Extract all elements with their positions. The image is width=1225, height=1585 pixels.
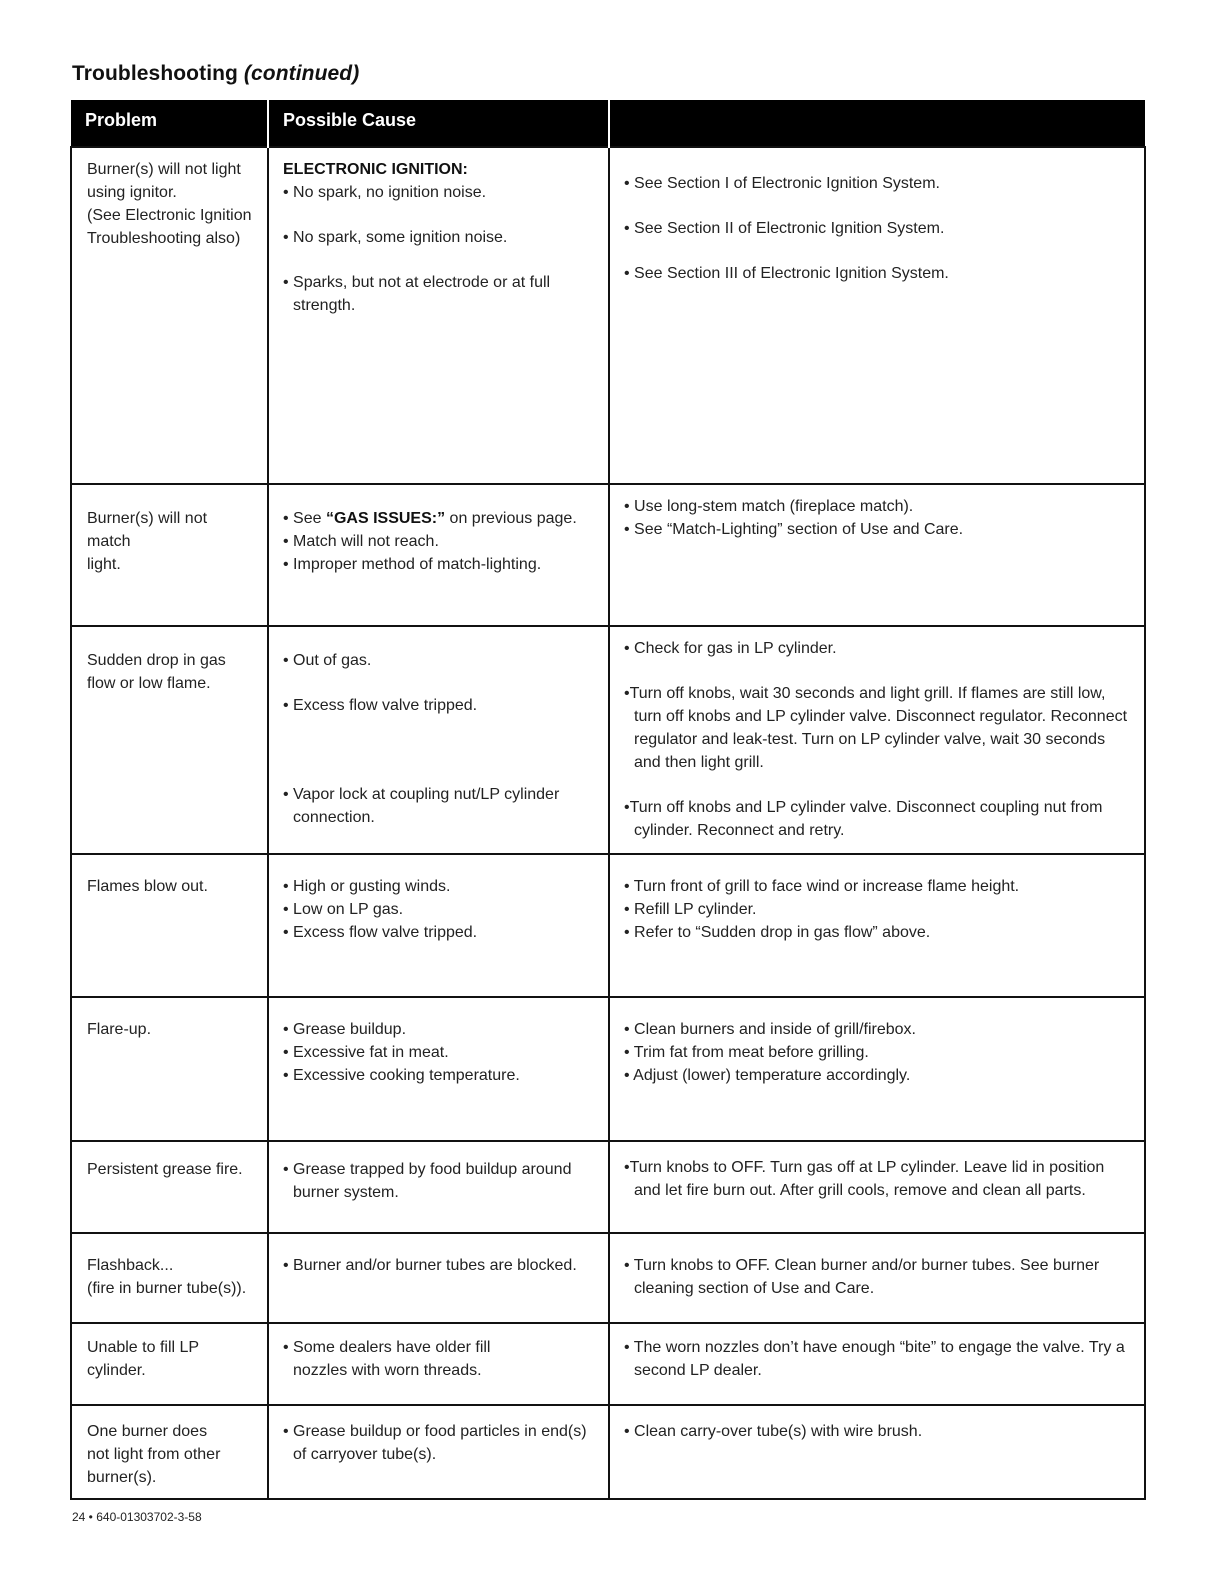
table-row (71, 997, 1145, 1141)
remedy-item: • See Section III of Electronic Ignition System. (624, 265, 949, 282)
problem-cell (71, 854, 268, 997)
cause-cell (268, 854, 609, 997)
cause-item (283, 507, 594, 530)
remedy-item: • Turn knobs to OFF. Clean burner and/or burner tubes. See burner cleaning section of Use and Care. (624, 1257, 1100, 1297)
cause-item: • Low on LP gas. (283, 901, 404, 918)
remedy-item: •Turn knobs to OFF. Turn gas off at LP cylinder. Leave lid in position and let fire burn out. After grill cools, remove and clean all parts. (624, 1159, 1105, 1199)
problem-line: One burner does (87, 1423, 208, 1440)
table-row (71, 1323, 1145, 1405)
cause-item: • Improper method of match-lighting. (283, 556, 542, 573)
remedy-item: • See “Match-Lighting” section of Use and Care. (624, 521, 964, 538)
problem-line: (fire in burner tube(s)). (87, 1280, 247, 1297)
cause-cell (268, 1405, 609, 1499)
cause-item: • Excessive cooking temperature. (283, 1067, 520, 1084)
problem-line: Troubleshooting also) (87, 230, 241, 247)
problem-line: not light from other (87, 1446, 221, 1463)
cause-cell (268, 626, 609, 854)
table-row (71, 1233, 1145, 1323)
remedy-cell (609, 997, 1145, 1141)
problem-line: Burner(s) will not match (87, 510, 208, 550)
problem-line: Flashback... (87, 1257, 174, 1274)
remedy-cell (609, 1141, 1145, 1233)
remedy-item: • Clean burners and inside of grill/firebox. (624, 1021, 916, 1038)
page-footer: 24 • 640-01303702-3-58 (72, 1510, 202, 1524)
problem-line: cylinder. (87, 1362, 146, 1379)
cause-item: • Sparks, but not at electrode or at full strength. (283, 274, 551, 314)
remedy-item: • Check for gas in LP cylinder. (624, 640, 837, 657)
problem-line: Unable to fill LP (87, 1339, 200, 1356)
remedy-cell (609, 1405, 1145, 1499)
page-title (72, 62, 359, 86)
cause-see-suffix: on previous page. (445, 510, 577, 527)
header-possible-cause: Possible Cause (268, 100, 609, 147)
problem-cell (71, 1141, 268, 1233)
problem-cell (71, 1233, 268, 1323)
cause-item: • Grease buildup or food particles in end(s) of carryover tube(s). (283, 1423, 587, 1463)
remedy-item: • Trim fat from meat before grilling. (624, 1044, 869, 1061)
problem-line: burner(s). (87, 1469, 157, 1486)
remedy-cell (609, 854, 1145, 997)
problem-cell (71, 1405, 268, 1499)
cause-cell (268, 1141, 609, 1233)
table-row (71, 484, 1145, 626)
problem-line: Flames blow out. (87, 878, 208, 895)
remedy-item: • See Section II of Electronic Ignition System. (624, 220, 945, 237)
cause-cell (268, 997, 609, 1141)
remedy-cell (609, 1323, 1145, 1405)
troubleshooting-table (70, 100, 1146, 1500)
problem-line: (See Electronic Ignition (87, 207, 252, 224)
cause-item: • Grease trapped by food buildup around burner system. (283, 1161, 572, 1201)
cause-cell (268, 1233, 609, 1323)
header-problem: Problem (71, 100, 268, 147)
remedy-cell (609, 147, 1145, 484)
remedy-item: • Turn front of grill to face wind or increase flame height. (624, 878, 1020, 895)
problem-cell (71, 484, 268, 626)
cause-item: • Excess flow valve tripped. (283, 697, 478, 714)
cause-item: • Burner and/or burner tubes are blocked. (283, 1257, 577, 1274)
problem-cell (71, 1323, 268, 1405)
table-row (71, 1141, 1145, 1233)
cause-cell (268, 484, 609, 626)
remedy-cell (609, 1233, 1145, 1323)
problem-line: Sudden drop in gas (87, 652, 226, 669)
remedy-item: • The worn nozzles don’t have enough “bite” to engage the valve. Try a second LP dealer. (624, 1339, 1125, 1379)
problem-line: flow or low flame. (87, 675, 211, 692)
remedy-cell (609, 626, 1145, 854)
cause-item: • No spark, no ignition noise. (283, 184, 487, 201)
cause-item: • Excessive fat in meat. (283, 1044, 449, 1061)
page-title-continued: (continued) (243, 62, 360, 85)
problem-line: Persistent grease fire. (87, 1161, 243, 1178)
table-row (71, 626, 1145, 854)
cause-item: • High or gusting winds. (283, 878, 451, 895)
remedy-item: • Clean carry-over tube(s) with wire brush. (624, 1423, 923, 1440)
problem-cell (71, 997, 268, 1141)
remedy-cell (609, 484, 1145, 626)
remedy-item: • Refill LP cylinder. (624, 901, 757, 918)
remedy-item: • Adjust (lower) temperature accordingly. (624, 1067, 911, 1084)
problem-cell (71, 147, 268, 484)
cause-item: • Match will not reach. (283, 533, 439, 550)
problem-line: light. (87, 556, 121, 573)
cause-cell (268, 1323, 609, 1405)
cause-cell (268, 147, 609, 484)
table-row (71, 1405, 1145, 1499)
cause-see-prefix: • See (283, 510, 326, 527)
cause-item: • Vapor lock at coupling nut/LP cylinder connection. (283, 786, 560, 826)
remedy-item: •Turn off knobs, wait 30 seconds and light grill. If flames are still low, turn off knobs and LP cylinder valve. Disconnect regulator. Reconnect regulator and leak-test. Turn on LP cylinder valve, wait 30 seconds and then light grill. (624, 685, 1128, 771)
cause-item: • Grease buildup. (283, 1021, 407, 1038)
problem-cell (71, 626, 268, 854)
cause-heading: ELECTRONIC IGNITION: (283, 161, 468, 178)
page-title-text: Troubleshooting (72, 62, 238, 85)
cause-item: • Excess flow valve tripped. (283, 924, 478, 941)
table-header-row (71, 100, 1145, 147)
header-remedy (609, 100, 1145, 147)
cause-item: • Some dealers have older fill nozzles with worn threads. (283, 1339, 491, 1379)
remedy-item: •Turn off knobs and LP cylinder valve. Disconnect coupling nut from cylinder. Reconnect and retry. (624, 799, 1103, 839)
cause-item: • Out of gas. (283, 652, 372, 669)
remedy-item: • See Section I of Electronic Ignition System. (624, 175, 940, 192)
remedy-item: • Refer to “Sudden drop in gas flow” above. (624, 924, 931, 941)
cause-item: • No spark, some ignition noise. (283, 229, 508, 246)
cause-see-bold: “GAS ISSUES:” (325, 510, 446, 527)
table-row (71, 147, 1145, 484)
table-row (71, 854, 1145, 997)
problem-line: using ignitor. (87, 184, 177, 201)
remedy-item: • Use long-stem match (fireplace match). (624, 498, 914, 515)
problem-line: Flare-up. (87, 1021, 152, 1038)
problem-line: Burner(s) will not light (87, 161, 241, 178)
